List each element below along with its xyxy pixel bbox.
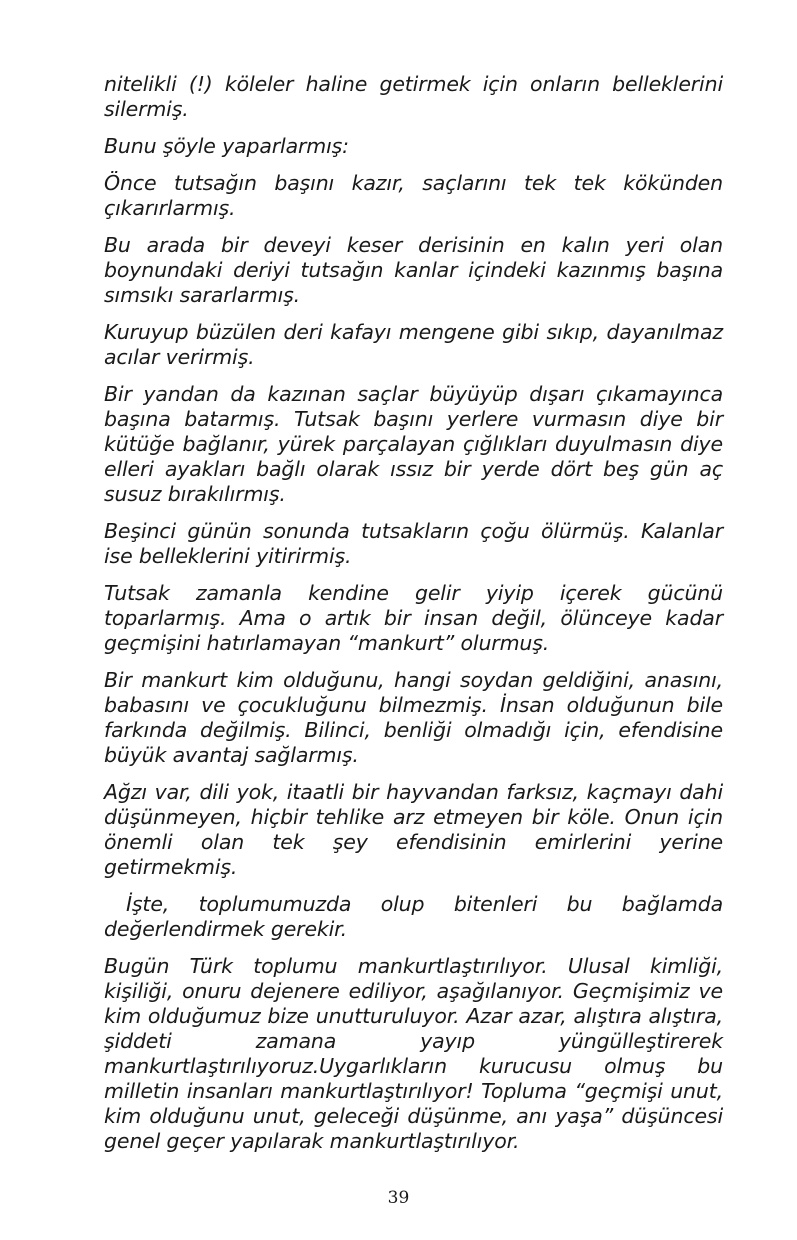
paragraph: Bugün Türk toplumu mankurtlaştırılıyor. Ulusal kimliği, kişiliği, onuru dejenere ediliyor, aşağılanıyor. Geçmişimiz ve kim olduğumuz bize unutturuluyor. Azar azar, alıştıra alıştıra, şiddeti zamana yayıp yüngülleştirerek mankurtlaştırılıyoruz.Uygarlıkların kurucusu olmuş bu milletin insanları mankurtlaştırılıyor! Topluma “geçmişi unut, kim olduğunu unut, geleceği düşünme, anı yaşa” düşüncesi genel geçer yapılarak mankurtlaştırılıyor. [104, 954, 723, 1153]
paragraph: Beşinci günün sonunda tutsakların çoğu ölürmüş. Kalanlar ise belleklerini yitirirmiş. [104, 519, 723, 568]
paragraph: Bir yandan da kazınan saçlar büyüyüp dışarı çıkamayınca başına batarmış. Tutsak başını yerlere vurmasın diye bir kütüğe bağlanır, yürek parçalayan çığlıkları duyulmasın diye elleri ayakları bağlı olarak ıssız bir yerde dört beş gün aç susuz bırakılırmış. [104, 382, 723, 506]
paragraph: Kuruyup büzülen deri kafayı mengene gibi sıkıp, dayanılmaz acılar verirmiş. [104, 320, 723, 369]
paragraph: İşte, toplumumuzda olup bitenleri bu bağlamda değerlendirmek gerekir. [104, 892, 723, 941]
paragraph: Tutsak zamanla kendine gelir yiyip içerek gücünü toparlarmış. Ama o artık bir insan değil, ölünceye kadar geçmişini hatırlamayan “mankurt” olurmuş. [104, 581, 723, 655]
paragraph: nitelikli (!) köleler haline getirmek için onların belleklerini silermiş. [104, 72, 723, 121]
page-body [104, 72, 723, 1166]
paragraph: Bir mankurt kim olduğunu, hangi soydan geldiğini, anasını, babasını ve çocukluğunu bilmezmiş. İnsan olduğunun bile farkında değilmiş. Bilinci, benliği olmadığı için, efendisine büyük avantaj sağlarmış. [104, 668, 723, 767]
paragraph: Bunu şöyle yaparlarmış: [104, 134, 349, 158]
page-number: 39 [387, 1188, 410, 1208]
paragraph: Önce tutsağın başını kazır, saçlarını tek tek kökünden çıkarırlarmış. [104, 171, 723, 220]
paragraph: Ağzı var, dili yok, itaatli bir hayvandan farksız, kaçmayı dahi düşünmeyen, hiçbir tehlike arz etmeyen bir köle. Onun için önemli olan tek şey efendisinin emirlerini yerine getirmekmiş. [104, 780, 723, 879]
paragraph: Bu arada bir deveyi keser derisinin en kalın yeri olan boynundaki deriyi tutsağın kanlar içindeki kazınmış başına sımsıkı sararlarmış. [104, 233, 723, 307]
